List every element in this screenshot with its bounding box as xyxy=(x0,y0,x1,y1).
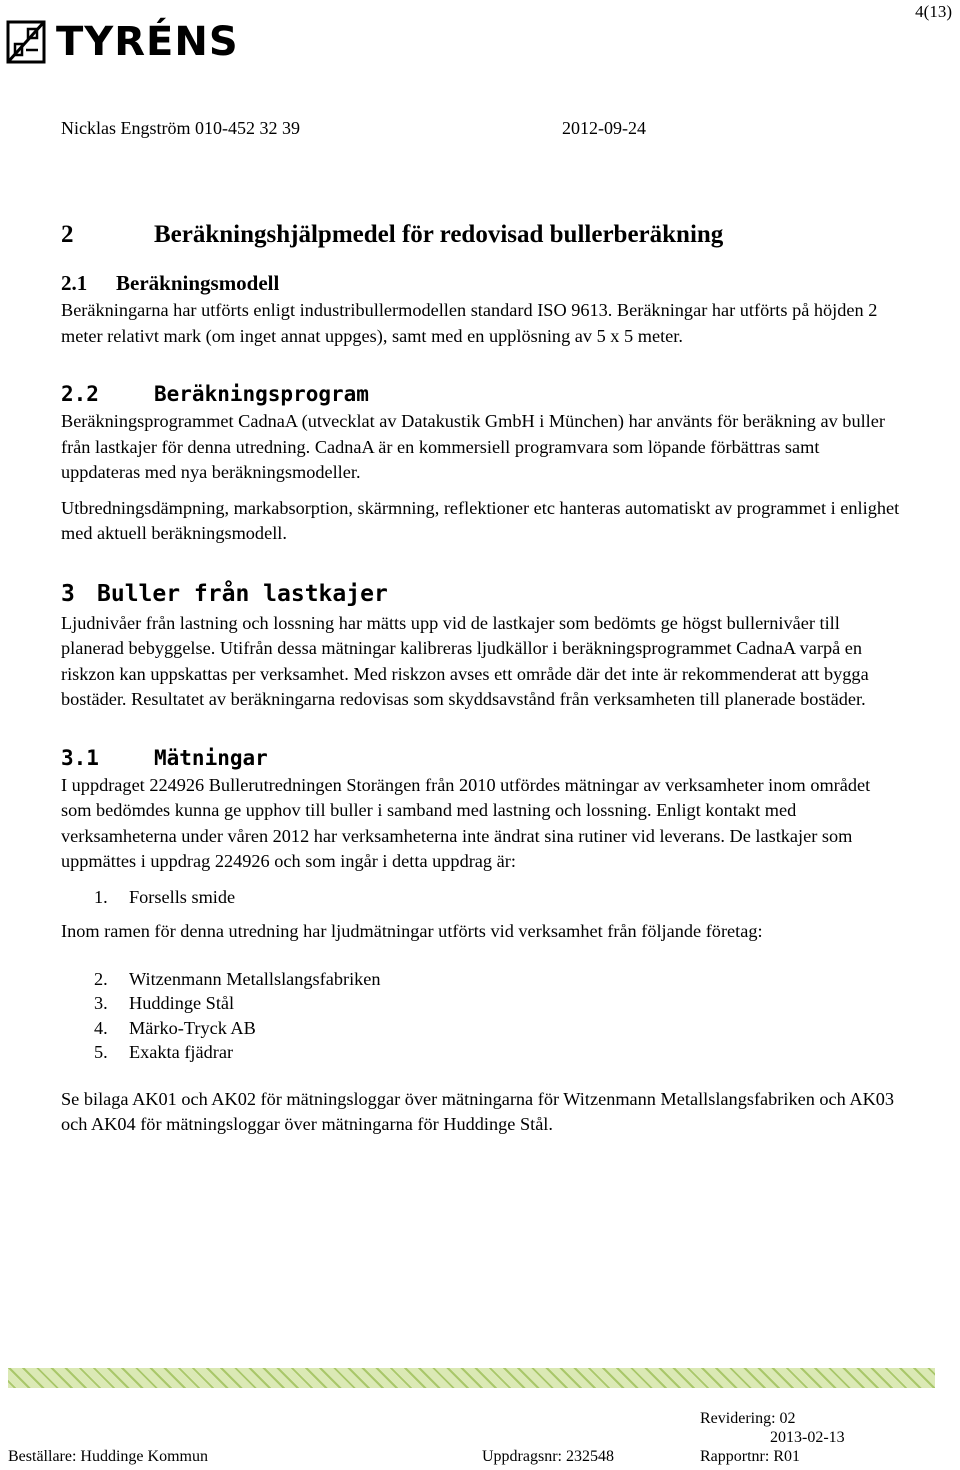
measured-companies-list xyxy=(61,967,901,1065)
list-item: 4. Märko-Tryck AB xyxy=(94,1017,256,1038)
logo-wordmark: TYRÉNS xyxy=(56,19,239,65)
section-3-1-paragraph-2: Inom ramen för denna utredning har ljudmätningar utförts vid verksamhet från följande företag: xyxy=(61,921,763,941)
header-date: 2012-09-24 xyxy=(562,118,646,138)
footer-assignment-number: Uppdragsnr: 232548 xyxy=(482,1448,614,1465)
section-3-1-paragraph: I uppdraget 224926 Bullerutredningen Storängen från 2010 utfördes mätningar av verksamheter inom området som bedömdes kunna ge upphov till buller i samband med lastning och lossning. Enligt kontakt med verksamheterna under våren 2012 har verksamheterna inte ändrat sina rutiner vid leverans. De lastkajer som uppmättes i uppdrag 224926 och som ingår i detta uppdrag är: xyxy=(61,774,871,871)
footer-report-number: Rapportnr: R01 xyxy=(700,1448,800,1465)
section-2-heading: 2 Beräkningshjälpmedel för redovisad bullerberäkning xyxy=(61,221,724,248)
section-3-1-heading: 3.1 Mätningar xyxy=(61,745,268,770)
footer-revision-date: 2013-02-13 xyxy=(770,1429,845,1446)
list-item: 1. Forsells smide xyxy=(94,886,236,907)
section-2-1-heading: 2.1 Beräkningsmodell xyxy=(61,271,280,295)
section-3-paragraph: Ljudnivåer från lastning och lossning har mätts upp vid de lastkajer som bedömts ge högst bullernivåer till planerad bebyggelse. Utifrån dessa mätningar kalibreras ljudkällor i beräkningsprogrammet CadnaA varpå en riskzon kan uppskattas per verksamhet. Med riskzon avses ett område där det inte är rekommenderat att bygga bostäder. Resultatet av beräkningarna redovisas som skyddsavstånd från verksamheten till planerade bostäder. xyxy=(61,612,869,709)
company-logo xyxy=(6,20,239,64)
footer-revision: Revidering: 02 xyxy=(700,1410,796,1427)
list-item: 2. Witzenmann Metallslangsfabriken xyxy=(94,968,381,989)
footer-pattern-band xyxy=(8,1368,935,1388)
section-3-1-paragraph-3: Se bilaga AK01 och AK02 för mätningsloggar över mätningarna för Witzenmann Metallslangsfabriken och AK03 och AK04 för mätningsloggar över mätningarna för Huddinge Stål. xyxy=(61,1088,895,1134)
list-item: 3. Huddinge Stål xyxy=(94,993,235,1013)
footer-client: Beställare: Huddinge Kommun xyxy=(8,1448,208,1465)
section-2-2-paragraph-2: Utbredningsdämpning, markabsorption, skärmning, reflektioner etc hanteras automatiskt av programmet i enlighet med aktuell beräkningsmodell. xyxy=(61,497,900,543)
section-2-1-paragraph: Beräkningarna har utförts enligt industribullermodellen standard ISO 9613. Beräkningar har utförts på höjden 2 meter relativt mark (om inget annat uppges), samt med en upplösning av 5 x 5 meter. xyxy=(61,300,878,346)
header-author: Nicklas Engström 010-452 32 39 xyxy=(61,118,300,138)
page-number: 4(13) xyxy=(915,2,952,21)
section-2-2-heading: 2.2 Beräkningsprogram xyxy=(61,382,369,406)
section-2-2-paragraph: Beräkningsprogrammet CadnaA (utvecklat av Datakustik GmbH i München) har använts för beräkning av buller från lastkajer för denna utredning. CadnaA är en kommersiell programvara som löpande förbättras samt uppdateras med nya beräkningsmodeller. xyxy=(61,411,885,482)
list-item: 5. Exakta fjädrar xyxy=(94,1042,234,1062)
document-body xyxy=(61,216,901,1138)
existing-loading-docks-list xyxy=(61,885,901,910)
section-3-heading: 3 Buller från lastkajer xyxy=(61,580,388,607)
tyrens-logo-icon xyxy=(6,20,46,64)
